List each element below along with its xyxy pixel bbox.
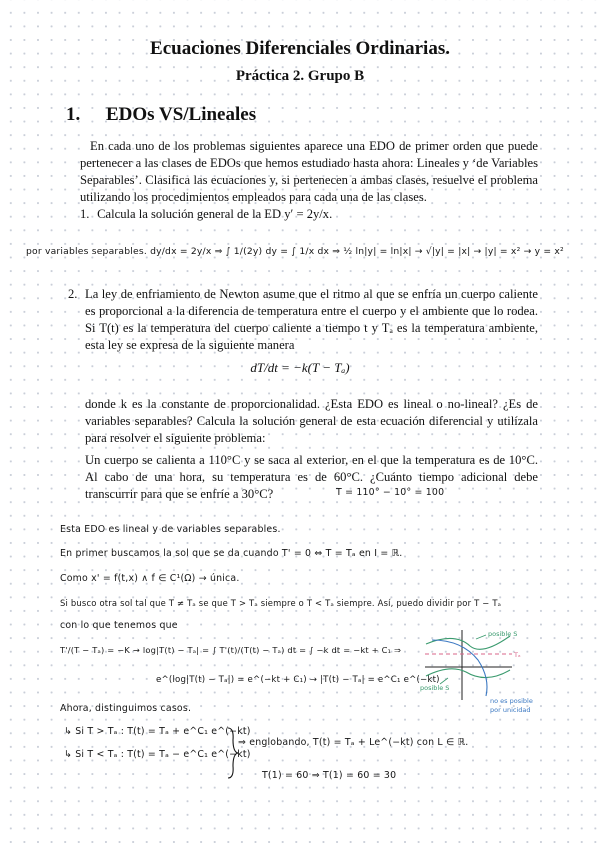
handwritten-line-1: Esta EDO es lineal y de variables separables. (60, 524, 281, 535)
handwritten-line-2: En primer buscamos la sol que se da cuando T' = 0 ⇔ T = Tₐ en I = ℝ. (60, 548, 403, 559)
section-number: 1. (66, 104, 81, 125)
sketch-label-possible-lower: posible S (420, 684, 450, 692)
handwritten-line-5: con lo que tenemos que (60, 620, 178, 631)
handwritten-line-10: ↳ Si T < Tₐ : T(t) = Tₐ − e^C₁ e^(−kt) (64, 749, 251, 760)
problem-2-paragraph-2: donde k es la constante de proporcionalidad. ¿Esta EDO es lineal o no-lineal? ¿Es de variables separables? Calcula la solución general de esta ecuación diferencial y utilízala para resolver el siguiente problema: (85, 397, 538, 445)
handwritten-line-4: Si busco otra sol tal que T ≠ Tₐ se que T > Tₐ siempre o T < Tₐ siempre. Así, puedo dividir por T − Tₐ (60, 598, 502, 608)
page-subtitle: Práctica 2. Grupo B (235, 68, 365, 84)
sketch-label-possible-upper: posible S (488, 630, 518, 638)
handwritten-line-11: ⇒ englobando, T(t) = Tₐ + Le^(−kt) con L ∈ ℝ. (238, 737, 469, 748)
sketch-upper-curve (426, 636, 510, 649)
sketch-label-uniqueness: por unicidad (490, 706, 531, 714)
problem-1-number: 1. (80, 207, 90, 221)
section-title: EDOs VS/Lineales (106, 104, 257, 125)
sketch-label-ta: Tₐ (514, 651, 521, 659)
handwritten-problem-1: por variables separables. dy/dx = 2y/x ⇒ ∫ 1/(2y) dy = ∫ 1/x dx ⇒ ½ ln|y| = ln|x| → √|y| = |x| → |y| = x² → y = x² (26, 246, 564, 257)
handwritten-line-8: Ahora, distinguimos casos. (60, 703, 192, 714)
sketch-lower-curve (426, 669, 510, 678)
handwritten-note-T: T = 110° − 10° = 100 (336, 487, 445, 498)
handwritten-line-6: T'/(T − Tₐ) = −K → log|T(t) − Tₐ| = ∫ T'(t)/(T(t) − Tₐ) dt = ∫ −k dt = −kt + C₁ ⇒ (60, 645, 402, 655)
handwritten-line-3: Como x' = f(t,x) ∧ f ∈ C¹(Ω) → única. (60, 573, 240, 584)
case-brace (228, 728, 238, 778)
sketch-label-not-possible: no es posible (490, 697, 533, 705)
handwritten-line-7: e^(log|T(t) − Tₐ|) = e^(−kt + C₁) → |T(t) − Tₐ| = e^C₁ e^(−kt) (156, 675, 440, 685)
problem-2-number: 2. (68, 287, 78, 301)
problem-2-paragraph-3: Un cuerpo se calienta a 110°C y se saca al exterior, en el que la temperatura es de 10°C. Al cabo de una hora, su temperatura es de 60°C. ¿Cuánto tiempo adicional debe transcurrir para que se enfríe a 30°C? (85, 453, 538, 501)
page-title: Ecuaciones Diferenciales Ordinarias. (150, 38, 450, 59)
problem-1-text: Calcula la solución general de la ED y′ = 2y/x. (97, 207, 333, 221)
handwritten-line-9: ↳ Si T > Tₐ : T(t) = Tₐ + e^C₁ e^(−kt) (64, 726, 251, 737)
intro-paragraph: En cada uno de los problemas siguientes aparece una EDO de primer orden que puede pertenecer a las clases de EDOs que hemos estudiado hasta ahora: Lineales y ‘de Variables Separables’. Clasifica las ecuaciones y, si pertenecen a ambas clases, resuelve el problema utilizando los procedimientos empleados para cada una de las clases. (80, 139, 538, 204)
newton-equation: dT/dt = −k(T − Tₐ) (250, 360, 350, 375)
handwritten-line-12: T(1) = 60 ⇒ T(1) = 60 = 30 (262, 770, 397, 781)
sketch-pointer-upper (476, 635, 486, 639)
problem-2-paragraph-1: La ley de enfriamiento de Newton asume que el ritmo al que se enfría un cuerpo caliente es proporcional a la diferencia de temperatura entre el cuerpo y el ambiente que lo rodea. Si T(t) es la temperatura del cuerpo caliente a tiempo t y Tₐ es la temperatura ambiente, esta ley se expresa de la siguiente manera (85, 287, 538, 352)
